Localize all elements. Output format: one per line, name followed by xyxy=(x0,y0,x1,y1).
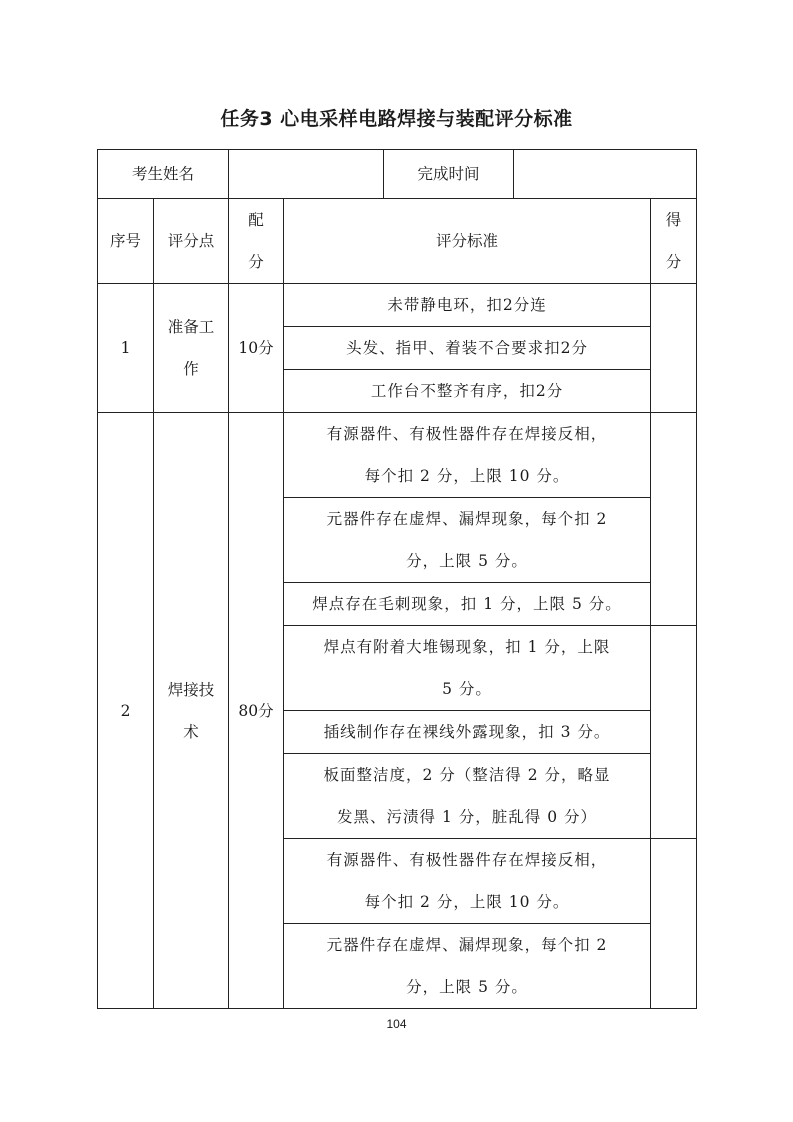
criteria-cell: 插线制作存在裸线外露现象，扣 3 分。 xyxy=(284,711,651,754)
section-point xyxy=(154,284,229,413)
section-seq: 1 xyxy=(98,284,154,413)
section-point-a: 准备工 xyxy=(167,318,215,336)
col-got-b: 分 xyxy=(665,253,682,271)
score-entry[interactable] xyxy=(651,626,697,839)
header-row xyxy=(98,150,697,199)
col-score xyxy=(229,199,284,284)
column-header-row xyxy=(98,199,697,284)
time-label: 完成时间 xyxy=(384,150,514,199)
criteria-cell xyxy=(284,754,651,839)
criteria-cell: 工作台不整齐有序，扣2分 xyxy=(284,370,651,413)
table-row xyxy=(98,413,697,498)
criteria-line: 有源器件、有极性器件存在焊接反相， xyxy=(326,851,608,869)
criteria-line: 有源器件、有极性器件存在焊接反相， xyxy=(326,425,608,443)
section-point-b: 术 xyxy=(183,722,199,741)
section-score: 10分 xyxy=(229,284,284,413)
score-entry[interactable] xyxy=(651,839,697,1009)
criteria-line: 5 分。 xyxy=(442,680,492,698)
section-seq: 2 xyxy=(98,413,154,1009)
col-score-a: 配 xyxy=(248,211,264,229)
criteria-cell: 未带静电环，扣2分连 xyxy=(284,284,651,327)
criteria-line: 焊点有附着大堆锡现象，扣 1 分，上限 xyxy=(323,638,611,656)
criteria-cell: 焊点存在毛刺现象，扣 1 分，上限 5 分。 xyxy=(284,583,651,626)
criteria-line: 元器件存在虚焊、漏焊现象，每个扣 2 xyxy=(326,510,608,528)
col-got xyxy=(651,199,697,284)
score-entry[interactable] xyxy=(651,284,697,413)
score-entry[interactable] xyxy=(651,413,697,626)
criteria-cell: 头发、指甲、着装不合要求扣2分 xyxy=(284,327,651,370)
col-seq: 序号 xyxy=(98,199,154,284)
page-title: 任务3 心电采样电路焊接与装配评分标准 xyxy=(220,108,573,130)
grading-table xyxy=(97,149,697,1009)
criteria-cell xyxy=(284,924,651,1009)
criteria-line: 发黑、污渍得 1 分，脏乱得 0 分） xyxy=(337,808,597,826)
section-point-a: 焊接技 xyxy=(167,680,215,699)
criteria-line: 板面整洁度，2 分（整洁得 2 分，略显 xyxy=(323,766,611,784)
col-got-a: 得 xyxy=(665,211,682,229)
criteria-line: 分，上限 5 分。 xyxy=(406,552,528,570)
criteria-line: 每个扣 2 分，上限 10 分。 xyxy=(364,893,570,911)
table-row xyxy=(98,284,697,327)
name-field[interactable] xyxy=(229,150,384,199)
criteria-line: 每个扣 2 分，上限 10 分。 xyxy=(364,467,570,485)
page-number: 104 xyxy=(386,1017,407,1031)
col-score-b: 分 xyxy=(248,253,264,271)
criteria-line: 分，上限 5 分。 xyxy=(406,978,528,996)
section-point xyxy=(154,413,229,1009)
section-point-b: 作 xyxy=(183,360,199,378)
col-criteria: 评分标准 xyxy=(284,199,651,284)
col-point: 评分点 xyxy=(154,199,229,284)
time-field[interactable] xyxy=(514,150,697,199)
criteria-line: 元器件存在虚焊、漏焊现象，每个扣 2 xyxy=(326,936,608,954)
criteria-cell xyxy=(284,626,651,711)
section-score: 80分 xyxy=(229,413,284,1009)
name-label: 考生姓名 xyxy=(98,150,229,199)
criteria-cell xyxy=(284,839,651,924)
criteria-cell xyxy=(284,413,651,498)
criteria-cell xyxy=(284,498,651,583)
